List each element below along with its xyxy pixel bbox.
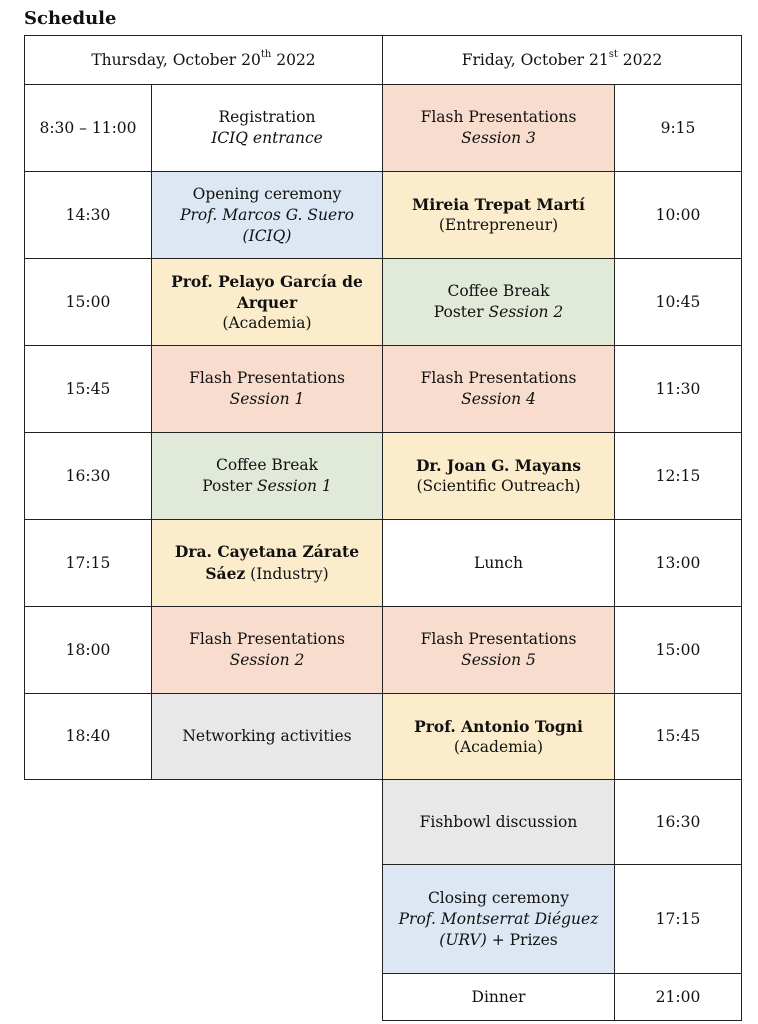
fri-event-coffee — [382, 258, 615, 346]
event-detail: ICIQ entrance — [211, 129, 323, 147]
thu-time-cell — [24, 606, 152, 694]
event-detail: Session 3 — [461, 129, 536, 147]
thursday-date-suffix: th — [260, 49, 272, 61]
event-detail: Session 1 — [229, 390, 305, 408]
fri-time-cell — [614, 84, 742, 172]
thu-time-cell — [24, 519, 152, 607]
speaker-affiliation: (Entrepreneur) — [438, 216, 559, 234]
event-detail: Poster — [202, 477, 258, 495]
thu-event-flash — [151, 345, 383, 433]
speaker-name: Dra. Cayetana Zárate Sáez — [174, 542, 360, 583]
event-title: Coffee Break — [447, 282, 550, 300]
fri-time: 15:00 — [655, 640, 701, 659]
thu-time-cell — [24, 84, 152, 172]
speaker-name: Prof. Antonio Togni — [414, 716, 583, 736]
fri-time: 21:00 — [655, 987, 701, 1006]
thu-time: 14:30 — [65, 205, 111, 224]
fri-time: 15:45 — [655, 727, 701, 745]
fri-time: 16:30 — [655, 812, 701, 831]
event-detail-session: Session 2 — [488, 303, 564, 321]
event-detail-prizes: + Prizes — [486, 930, 558, 949]
speaker-affiliation: (Industry) — [245, 565, 329, 583]
fri-event-speaker — [382, 432, 615, 520]
fri-time: 10:45 — [655, 292, 701, 311]
fri-time-cell — [614, 864, 742, 974]
event-title: Flash Presentations — [420, 630, 577, 648]
event-detail: Session 4 — [461, 390, 536, 408]
event-title: Flash Presentations — [189, 369, 345, 387]
event-title: Networking activities — [182, 727, 352, 745]
event-detail: Session 5 — [461, 651, 536, 669]
fri-time-cell — [614, 973, 742, 1021]
fri-time: 13:00 — [655, 553, 701, 572]
fri-time: 17:15 — [655, 909, 701, 928]
event-title: Fishbowl discussion — [419, 812, 578, 831]
thu-time: 15:45 — [65, 379, 111, 398]
thu-event-coffee — [151, 432, 383, 520]
fri-time: 9:15 — [660, 118, 696, 137]
fri-event-flash — [382, 345, 615, 433]
fri-time-cell — [614, 258, 742, 346]
fri-time-cell — [614, 606, 742, 694]
thursday-year: 2022 — [271, 50, 316, 69]
thu-event-speaker — [151, 519, 383, 607]
speaker-name: Prof. Pelayo García de Arquer — [171, 271, 363, 312]
thu-time: 18:00 — [65, 640, 111, 659]
thu-time: 17:15 — [65, 553, 111, 572]
fri-time: 10:00 — [655, 205, 701, 224]
fri-time-cell — [614, 171, 742, 259]
thu-time-cell — [24, 345, 152, 433]
thu-event-networking — [151, 693, 383, 780]
thu-time-cell — [24, 171, 152, 259]
thu-time: 15:00 — [65, 292, 111, 311]
event-title: Flash Presentations — [420, 108, 577, 126]
friday-year: 2022 — [617, 50, 663, 69]
fri-time: 12:15 — [655, 466, 701, 485]
friday-date-suffix: st — [608, 49, 618, 61]
page-title: Schedule — [24, 8, 117, 29]
fri-time-cell — [614, 345, 742, 433]
fri-event-lunch — [382, 519, 615, 607]
speaker-affiliation: (Scientific Outreach) — [416, 477, 581, 495]
thu-time: 16:30 — [65, 466, 111, 485]
fri-event-closing — [382, 864, 615, 974]
event-detail: Prof. Montserrat Diéguez — [398, 909, 599, 928]
event-title: Flash Presentations — [189, 630, 345, 648]
thu-time: 8:30 – 11:00 — [39, 118, 137, 137]
thu-time-cell — [24, 258, 152, 346]
event-title: Opening ceremony — [192, 184, 342, 203]
event-detail: Poster — [433, 303, 489, 321]
speaker-affiliation: (Academia) — [222, 313, 312, 332]
fri-event-flash — [382, 84, 615, 172]
thu-event-registration — [151, 84, 383, 172]
thu-event-flash — [151, 606, 383, 694]
thu-time-cell — [24, 693, 152, 780]
event-title: Flash Presentations — [420, 369, 577, 387]
thu-event-speaker — [151, 258, 383, 346]
fri-time-cell — [614, 779, 742, 865]
thu-event-opening — [151, 171, 383, 259]
event-title: Lunch — [474, 553, 523, 572]
speaker-name: Mireia Trepat Martí — [412, 195, 585, 214]
fri-event-speaker — [382, 171, 615, 259]
thursday-header — [24, 35, 383, 85]
event-detail-org: (URV) — [439, 930, 487, 949]
event-title: Closing ceremony — [427, 888, 570, 907]
fri-time-cell — [614, 432, 742, 520]
event-detail: Prof. Marcos G. Suero (ICIQ) — [180, 205, 354, 245]
event-detail: Session 2 — [229, 651, 305, 669]
speaker-affiliation: (Academia) — [453, 737, 544, 756]
event-title: Dinner — [471, 987, 526, 1006]
thu-time: 18:40 — [65, 727, 111, 745]
fri-event-dinner — [382, 973, 615, 1021]
friday-header — [382, 35, 742, 85]
thu-time-cell — [24, 432, 152, 520]
fri-time: 11:30 — [655, 379, 701, 398]
event-title: Registration — [218, 108, 316, 126]
fri-event-fishbowl — [382, 779, 615, 865]
event-detail-session: Session 1 — [257, 477, 332, 495]
fri-event-flash — [382, 606, 615, 694]
fri-time-cell — [614, 693, 742, 780]
event-title: Coffee Break — [215, 456, 319, 474]
friday-date: Friday, October 21 — [461, 50, 609, 69]
speaker-name: Dr. Joan G. Mayans — [415, 456, 582, 475]
fri-time-cell — [614, 519, 742, 607]
thursday-date: Thursday, October 20 — [91, 50, 261, 69]
fri-event-speaker — [382, 693, 615, 780]
